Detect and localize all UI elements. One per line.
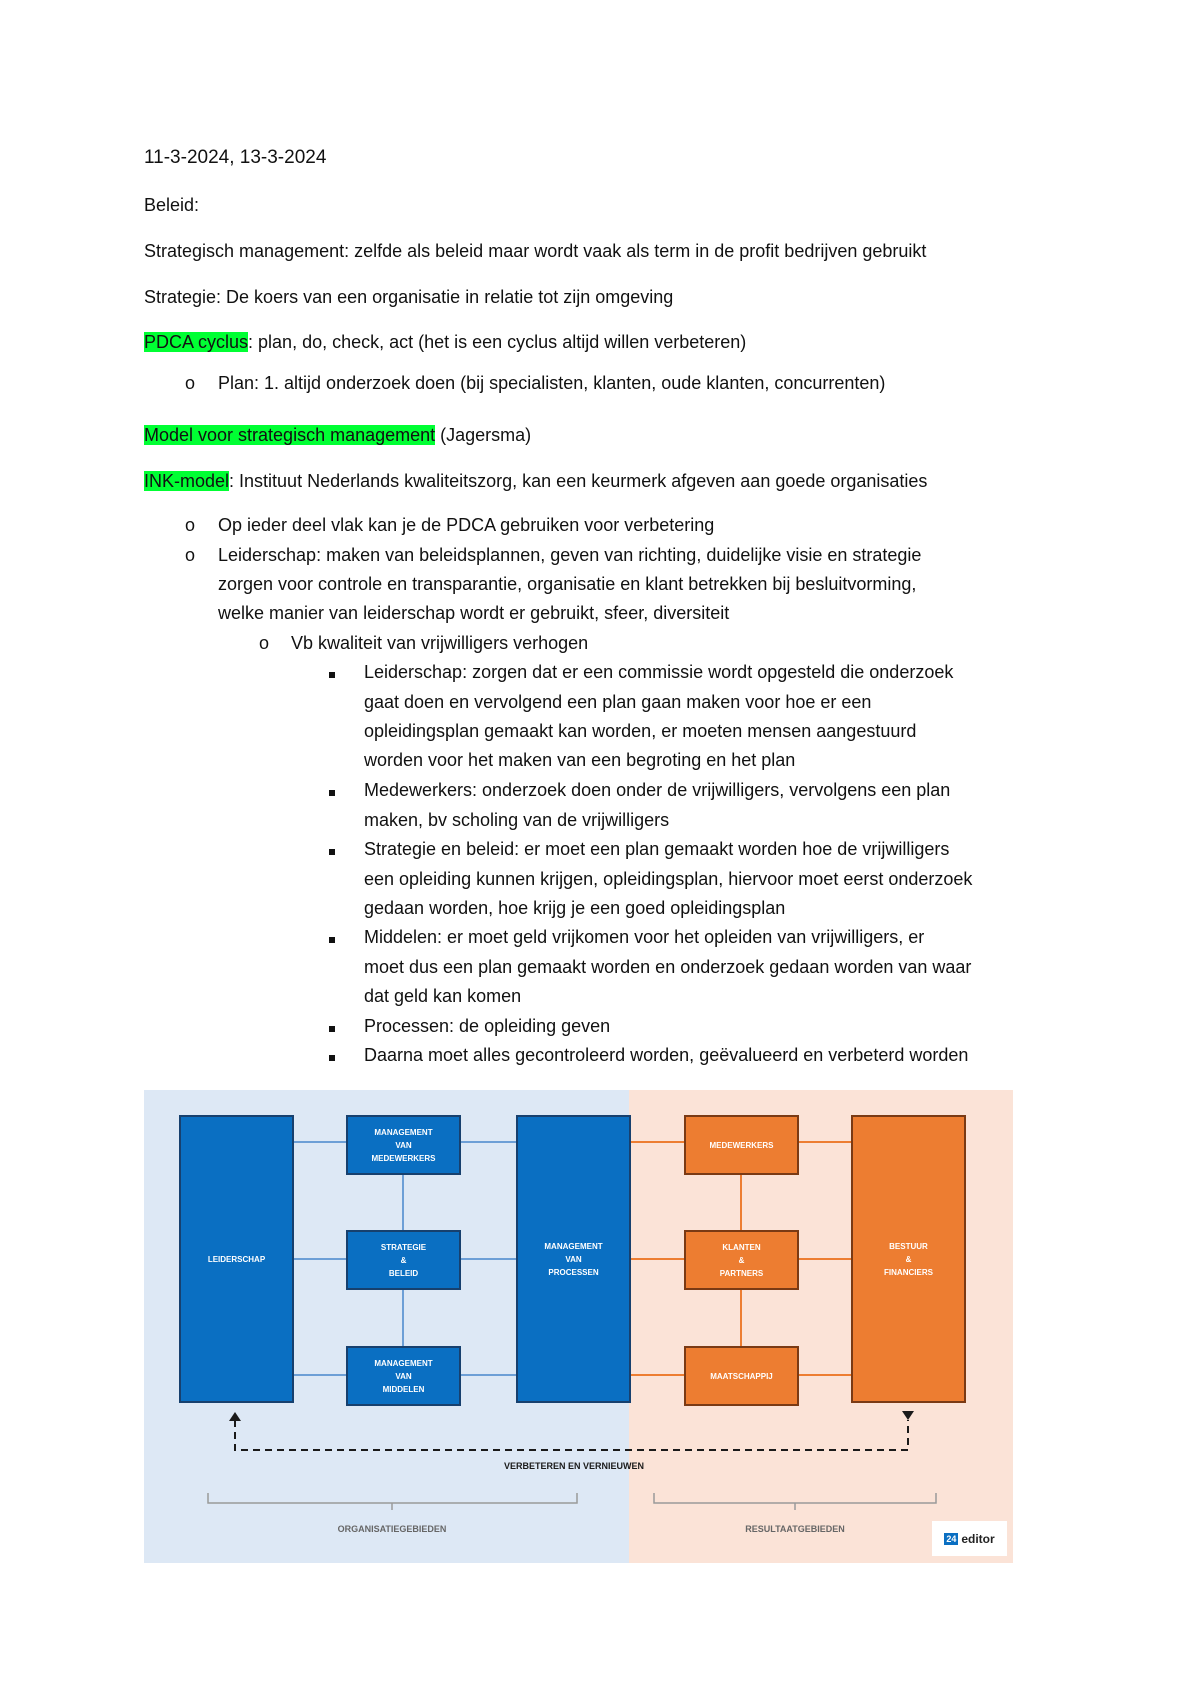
box-text: VAN	[395, 1140, 412, 1150]
vb-item: Medewerkers: onderzoek doen onder de vrijwilligers, vervolgens een plan	[364, 780, 951, 800]
bullet-o: o	[185, 515, 196, 535]
maatschappij-box: MAATSCHAPPIJ	[684, 1346, 799, 1406]
square-bullet-icon	[329, 790, 335, 796]
box-text: MIDDELEN	[382, 1384, 425, 1394]
pdca-rest: : plan, do, check, act (het is een cyclus altijd willen verbeteren)	[248, 332, 747, 352]
box-text: PROCESSEN	[548, 1267, 599, 1277]
box-text: VAN	[565, 1254, 582, 1264]
box-text: MANAGEMENT	[544, 1241, 603, 1251]
box-text: STRATEGIE	[380, 1242, 427, 1252]
strategisch-line: Strategisch management: zelfde als beleid maar wordt vaak als term in de profit bedrijven gebruikt	[144, 241, 927, 261]
ink-item: Leiderschap: maken van beleidsplannen, geven van richting, duidelijke visie en strategie	[218, 545, 922, 565]
vb-item: dat geld kan komen	[364, 986, 522, 1006]
date-heading: 11-3-2024, 13-3-2024	[144, 147, 327, 168]
model-highlight: Model voor strategisch management	[144, 425, 436, 445]
beleid-heading: Beleid:	[144, 195, 200, 215]
vb-item: een opleiding kunnen krijgen, opleidingsplan, hiervoor moet eerst onderzoek	[364, 869, 973, 889]
vb-item: gedaan worden, hoe krijg je een goed opleidingsplan	[364, 898, 786, 918]
bullet-o: o	[185, 545, 196, 565]
vb-item: Daarna moet alles gecontroleerd worden, geëvalueerd en verbeterd worden	[364, 1045, 969, 1065]
resultaatgebieden-label: RESULTAATGEBIEDEN	[745, 1524, 845, 1534]
box-text: VAN	[395, 1371, 412, 1381]
box-text: MEDEWERKERS	[371, 1153, 436, 1163]
vb-item: Leiderschap: zorgen dat er een commissie wordt opgesteld die onderzoek	[364, 662, 954, 682]
box-text: MANAGEMENT	[374, 1127, 433, 1137]
pdca-highlight: PDCA cyclus	[144, 332, 249, 352]
klanten-partners-box	[684, 1230, 799, 1290]
ink-item: Op ieder deel vlak kan je de PDCA gebruiken voor verbetering	[218, 515, 715, 535]
bullet-o: o	[185, 373, 196, 393]
vb-line: Vb kwaliteit van vrijwilligers verhogen	[291, 633, 589, 653]
strategie-beleid-box	[346, 1230, 461, 1290]
strategie-line: Strategie: De koers van een organisatie in relatie tot zijn omgeving	[144, 287, 674, 307]
medewerkers-box: MEDEWERKERS	[684, 1115, 799, 1175]
ink-item: welke manier van leiderschap wordt er gebruikt, sfeer, diversiteit	[218, 603, 730, 623]
leiderschap-box: LEIDERSCHAP	[179, 1115, 294, 1403]
square-bullet-icon	[329, 1055, 335, 1061]
mgmt-processen-box	[516, 1115, 631, 1403]
ink-item: zorgen voor controle en transparantie, organisatie en klant betrekken bij besluitvorming,	[218, 574, 917, 594]
vb-item: moet dus een plan gemaakt worden en onderzoek gedaan worden van waar	[364, 957, 972, 977]
square-bullet-icon	[329, 937, 335, 943]
model-line	[144, 424, 531, 446]
square-bullet-icon	[329, 849, 335, 855]
pdca-line	[144, 331, 746, 353]
box-text: PARTNERS	[719, 1268, 764, 1278]
ink-highlight: INK-model	[144, 471, 230, 491]
ink-rest: : Instituut Nederlands kwaliteitszorg, kan een keurmerk afgeven aan goede organisaties	[229, 471, 928, 491]
square-bullet-icon	[329, 672, 335, 678]
organisatiegebieden-label: ORGANISATIEGEBIEDEN	[337, 1524, 447, 1534]
vb-item: Strategie en beleid: er moet een plan gemaakt worden hoe de vrijwilligers	[364, 839, 950, 859]
bestuur-financiers-box	[851, 1115, 966, 1403]
ink-model-diagram	[144, 1090, 1013, 1563]
vb-item: maken, bv scholing van de vrijwilligers	[364, 810, 670, 830]
mgmt-middelen-box	[346, 1346, 461, 1406]
logo-number: 24	[946, 1533, 957, 1544]
vb-item: gaat doen en vervolgend een plan gaan maken voor hoe er een	[364, 692, 872, 712]
24editor-logo	[932, 1521, 1007, 1556]
box-text: &	[738, 1255, 745, 1265]
ink-line	[144, 470, 927, 492]
box-text: &	[905, 1254, 912, 1264]
square-bullet-icon	[329, 1026, 335, 1032]
verbeteren-label: VERBETEREN EN VERNIEUWEN	[503, 1461, 645, 1471]
box-text: BESTUUR	[889, 1241, 928, 1251]
vb-item: Middelen: er moet geld vrijkomen voor het opleiden van vrijwilligers, er	[364, 927, 925, 947]
pdca-item: Plan: 1. altijd onderzoek doen (bij specialisten, klanten, oude klanten, concurrenten)	[218, 373, 886, 393]
logo-text: editor	[961, 1531, 995, 1546]
box-text: FINANCIERS	[884, 1267, 933, 1277]
vb-item: Processen: de opleiding geven	[364, 1016, 611, 1036]
model-rest: (Jagersma)	[435, 425, 532, 445]
box-text: KLANTEN	[722, 1242, 761, 1252]
box-text: BELEID	[388, 1268, 419, 1278]
vb-item: worden voor het maken van een begroting en het plan	[364, 750, 796, 770]
box-text: MANAGEMENT	[374, 1358, 433, 1368]
bullet-o: o	[259, 633, 270, 653]
vb-item: opleidingsplan gemaakt kan worden, er moeten mensen aangestuurd	[364, 721, 917, 741]
mgmt-medewerkers-box	[346, 1115, 461, 1175]
box-text: &	[400, 1255, 407, 1265]
